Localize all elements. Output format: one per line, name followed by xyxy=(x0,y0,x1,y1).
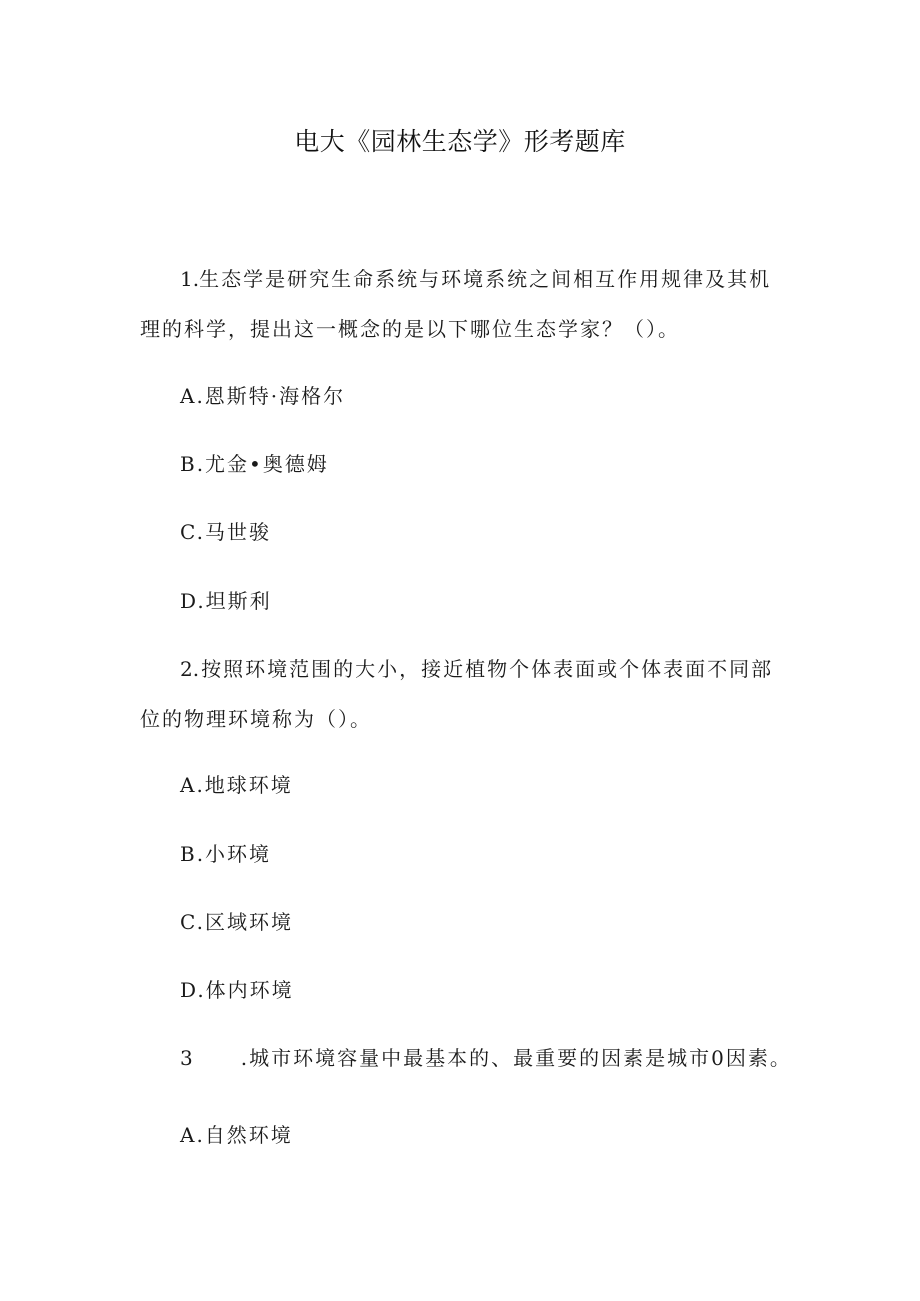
question-2-text-line-1: .按照环境范围的大小，接近植物个体表面或个体表面不同部 xyxy=(192,657,774,681)
question-2-option-b: B.小环境 xyxy=(180,842,272,866)
question-1-text-line-2: 理的科学，提出这一概念的是以下哪位生态学家？（）。 xyxy=(140,317,680,341)
question-1-option-a: A.恩斯特·海格尔 xyxy=(180,384,346,408)
question-2-number: 2 xyxy=(180,657,193,681)
question-1-option-b: B.尤金•奥德姆 xyxy=(180,452,329,476)
question-3-line-1 xyxy=(180,1043,792,1073)
question-2-line-1 xyxy=(180,654,773,684)
question-1-option-d: D.坦斯利 xyxy=(180,589,272,613)
question-2-option-d: D.体内环境 xyxy=(180,978,294,1002)
question-3-option-a: A.自然环境 xyxy=(180,1123,293,1147)
question-3-text-line-1: .城市环境容量中最基本的、最重要的因素是城市0因素。 xyxy=(240,1046,792,1070)
page-title: 电大《园林生态学》形考题库 xyxy=(294,127,626,156)
question-2-option-c: C.区域环境 xyxy=(180,910,293,934)
question-1-text-line-1: 生态学是研究生命系统与环境系统之间相互作用规律及其机 xyxy=(199,267,772,291)
question-3-number: 3 xyxy=(180,1046,193,1070)
question-1-number: 1. xyxy=(180,267,200,291)
question-2-option-a: A.地球环境 xyxy=(180,773,293,797)
question-1-line-1 xyxy=(180,264,771,294)
question-1-option-c: C.马世骏 xyxy=(180,520,271,544)
question-2-text-line-2: 位的物理环境称为（）。 xyxy=(140,707,372,731)
